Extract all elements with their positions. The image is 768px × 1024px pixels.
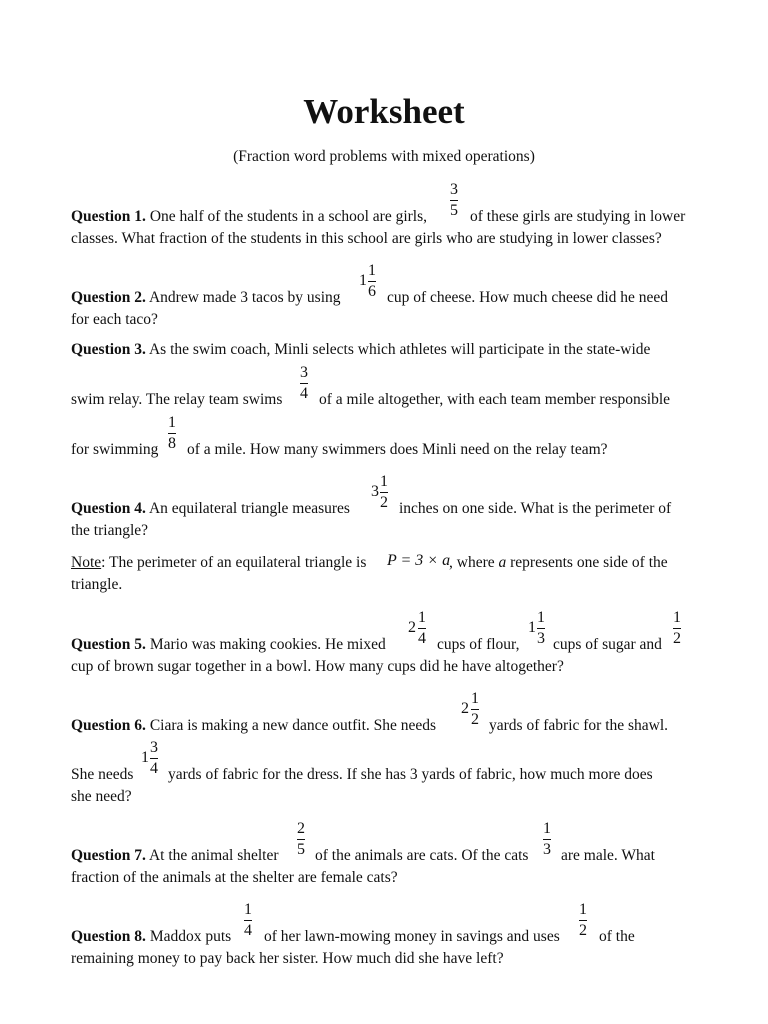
- question-5-fraction-1: 1 4: [418, 609, 426, 647]
- question-7-fraction-2: 1 3: [543, 820, 551, 858]
- question-8-fraction-2: 1 2: [579, 901, 587, 939]
- question-4-line-1: Question 4. An equilateral triangle measures: [71, 500, 350, 517]
- perimeter-formula: P = 3 × a: [387, 552, 451, 569]
- question-7-label: Question 7.: [71, 847, 146, 864]
- question-8-line-1: Question 8. Maddox puts: [71, 928, 232, 945]
- question-1-line-2: classes. What fraction of the students in this school are girls who are studying in lower classes?: [71, 230, 662, 247]
- question-4-label: Question 4.: [71, 500, 146, 517]
- question-2-line-2: for each taco?: [71, 311, 158, 328]
- question-3-line-2b: of a mile altogether, with each team member responsible: [319, 391, 671, 408]
- question-6-line-1b: yards of fabric for the shawl.: [489, 717, 669, 734]
- question-5-line-2: cup of brown sugar together in a bowl. How many cups did he have altogether?: [71, 658, 564, 675]
- question-3-line-2a: swim relay. The relay team swims: [71, 391, 283, 408]
- question-5-fraction-3: 1 2: [673, 609, 681, 647]
- question-8-line-2: remaining money to pay back her sister. How much did she have left?: [71, 950, 504, 967]
- question-7-fraction-1: 2 5: [297, 820, 305, 858]
- question-7-line-1b: of the animals are cats. Of the cats: [315, 847, 529, 864]
- question-2-whole: 1: [359, 272, 367, 289]
- question-7-line-1: Question 7. At the animal shelter: [71, 847, 279, 864]
- question-5-line-1c: cups of sugar and: [553, 636, 662, 653]
- question-5-whole-2: 1: [528, 619, 536, 636]
- question-5-label: Question 5.: [71, 636, 146, 653]
- question-2-label: Question 2.: [71, 289, 146, 306]
- question-3-fraction-2: 1 8: [168, 414, 176, 452]
- question-6-fraction-2: 3 4: [150, 739, 158, 777]
- question-8-line-1b: of her lawn-mowing money in savings and uses: [264, 928, 560, 945]
- question-2-line-1: Question 2. Andrew made 3 tacos by using: [71, 289, 341, 306]
- question-1-line-1b: of these girls are studying in lower: [470, 208, 686, 225]
- question-4-note-b: , where a represents one side of the: [449, 554, 668, 571]
- question-5-whole-1: 2: [408, 619, 416, 636]
- question-8-line-1c: of the: [599, 928, 635, 945]
- question-6-line-2a: She needs: [71, 766, 134, 783]
- question-5-line-1b: cups of flour,: [437, 636, 520, 653]
- question-6-line-2b: yards of fabric for the dress. If she has 3 yards of fabric, how much more does: [168, 766, 653, 783]
- question-6-line-3: she need?: [71, 788, 132, 805]
- note-label: Note: [71, 554, 102, 571]
- question-7-line-1c: are male. What: [561, 847, 655, 864]
- question-4-line-2: the triangle?: [71, 522, 149, 539]
- question-8-fraction-1: 1 4: [244, 901, 252, 939]
- question-1-line-1: Question 1. One half of the students in a school are girls,: [71, 208, 428, 225]
- question-4-note-line-2: triangle.: [71, 576, 123, 593]
- question-3-label: Question 3.: [71, 341, 146, 358]
- question-2-fraction: 1 6: [368, 262, 376, 300]
- question-4-note: Note: The perimeter of an equilateral triangle is: [71, 554, 367, 571]
- question-1-fraction: 3 5: [450, 181, 458, 219]
- question-2-line-1b: cup of cheese. How much cheese did he need: [387, 289, 669, 306]
- question-3-fraction-1: 3 4: [300, 364, 308, 402]
- question-4-whole: 3: [371, 483, 379, 500]
- page-title: Worksheet: [303, 92, 465, 131]
- question-5-line-1: Question 5. Mario was making cookies. He mixed: [71, 636, 386, 653]
- question-4-line-1b: inches on one side. What is the perimeter of: [399, 500, 672, 517]
- question-6-label: Question 6.: [71, 717, 146, 734]
- page-subtitle: (Fraction word problems with mixed operations): [233, 148, 535, 165]
- question-1-label: Question 1.: [71, 208, 146, 225]
- question-8-label: Question 8.: [71, 928, 146, 945]
- question-3-line-1: Question 3. As the swim coach, Minli selects which athletes will participate in the state-wide: [71, 341, 651, 358]
- question-3-line-3b: of a mile. How many swimmers does Minli need on the relay team?: [187, 441, 608, 458]
- question-6-whole-1: 2: [461, 700, 469, 717]
- question-6-fraction-1: 1 2: [471, 690, 479, 728]
- question-6-whole-2: 1: [141, 749, 149, 766]
- question-3-line-3a: for swimming: [71, 441, 159, 458]
- question-5-fraction-2: 1 3: [537, 609, 545, 647]
- question-7-line-2: fraction of the animals at the shelter are female cats?: [71, 869, 398, 886]
- question-6-line-1: Question 6. Ciara is making a new dance outfit. She needs: [71, 717, 437, 734]
- question-4-fraction: 1 2: [380, 473, 388, 511]
